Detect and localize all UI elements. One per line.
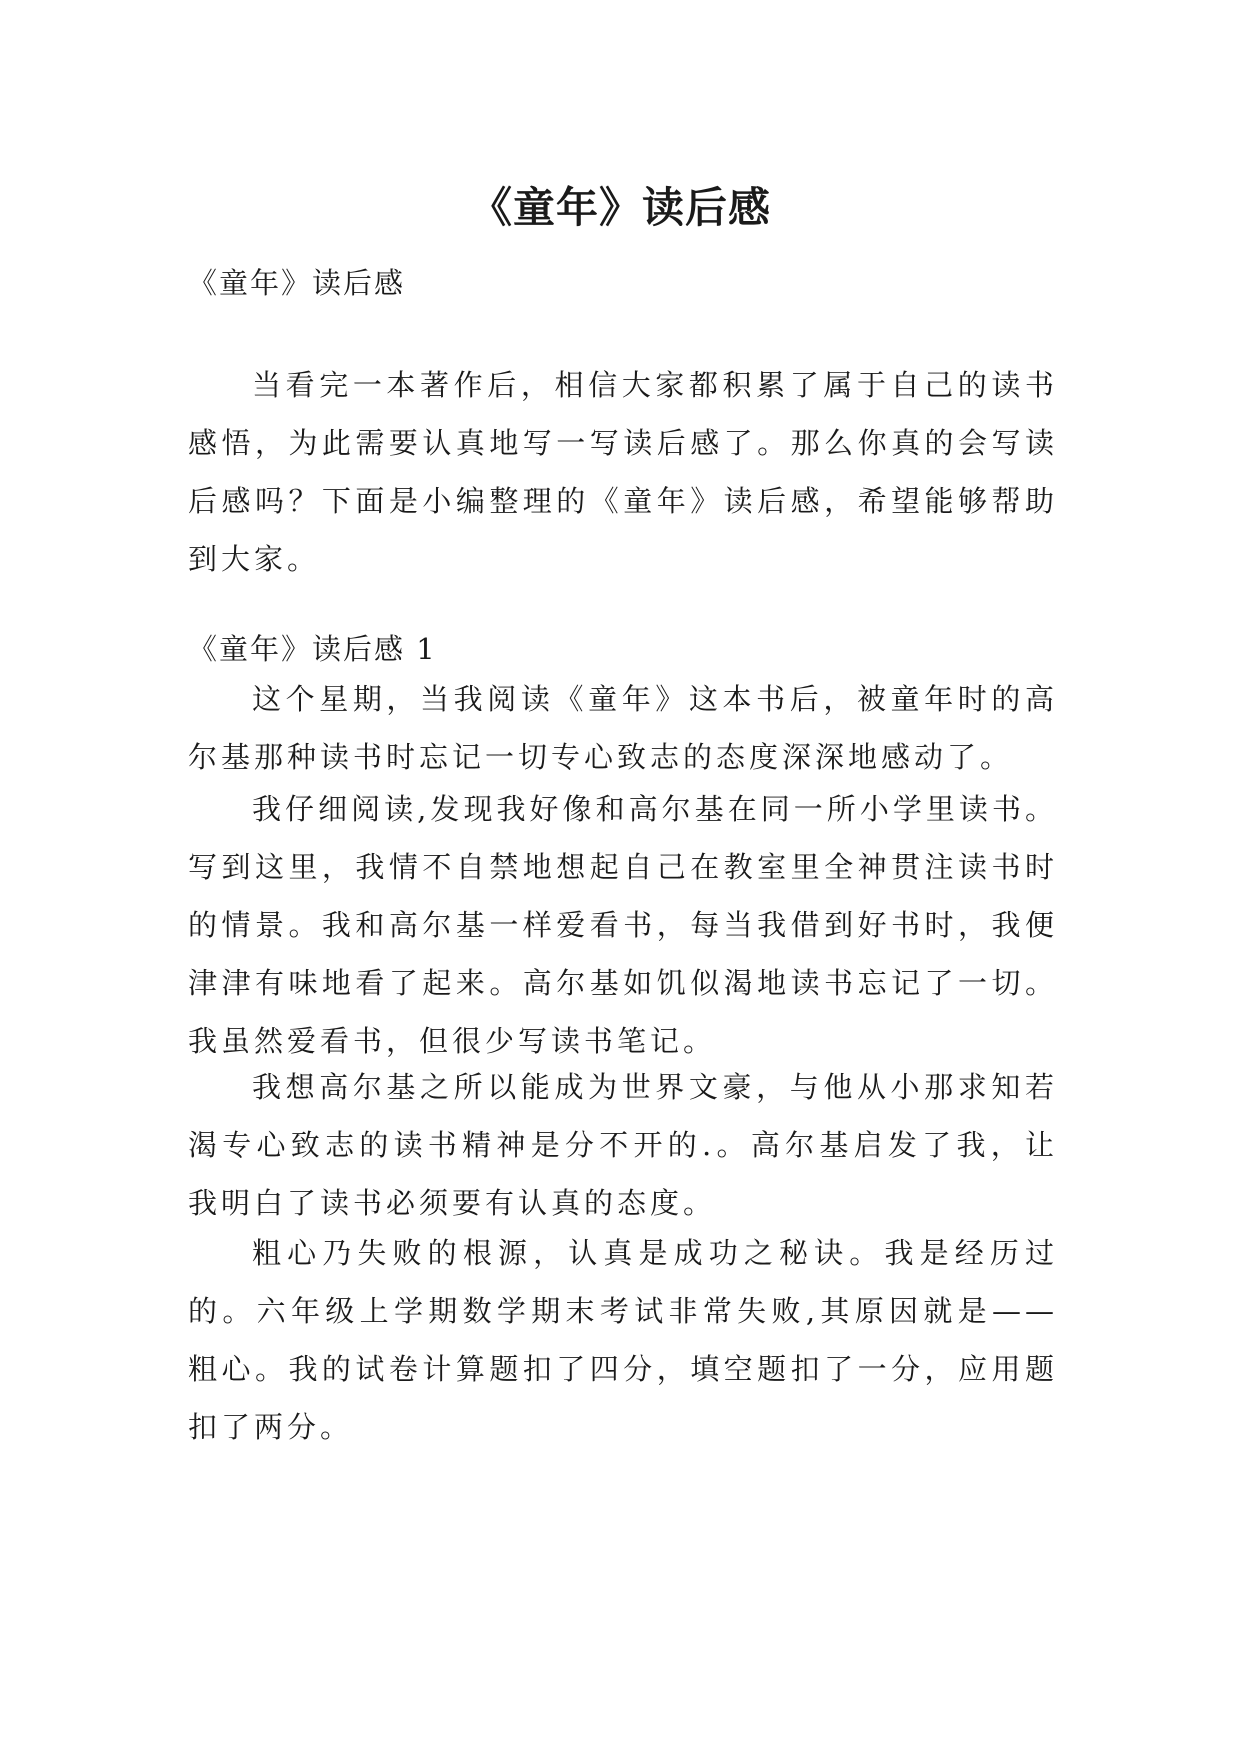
body-paragraph-4: 粗心乃失败的根源，认真是成功之秘诀。我是经历过的。六年级上学期数学期末考试非常失败,其原因就是——粗心。我的试卷计算题扣了四分，填空题扣了一分，应用题扣了两分。 xyxy=(188,1236,1058,1444)
body-paragraph-2: 我仔细阅读,发现我好像和高尔基在同一所小学里读书。写到这里，我情不自禁地想起自己在教室里全神贯注读书时的情景。我和高尔基一样爱看书，每当我借到好书时，我便津津有味地看了起来。高尔基如饥似渴地读书忘记了一切。我虽然爱看书，但很少写读书笔记。 xyxy=(188,792,1058,1058)
body-paragraph-3: 我想高尔基之所以能成为世界文豪，与他从小那求知若渴专心致志的读书精神是分不开的.。高尔基启发了我，让我明白了读书必须要有认真的态度。 xyxy=(188,1070,1058,1220)
body-paragraph-1: 这个星期，当我阅读《童年》这本书后，被童年时的高尔基那种读书时忘记一切专心致志的态度深深地感动了。 xyxy=(188,682,1058,774)
intro-paragraph: 当看完一本著作后，相信大家都积累了属于自己的读书感悟，为此需要认真地写一写读后感了。那么你真的会写读后感吗？下面是小编整理的《童年》读后感，希望能够帮助到大家。 xyxy=(188,368,1058,576)
section-heading: 《童年》读后感 1 xyxy=(188,632,437,666)
page-title: 《童年》读后感 xyxy=(469,183,771,233)
document-subtitle: 《童年》读后感 xyxy=(188,266,406,300)
